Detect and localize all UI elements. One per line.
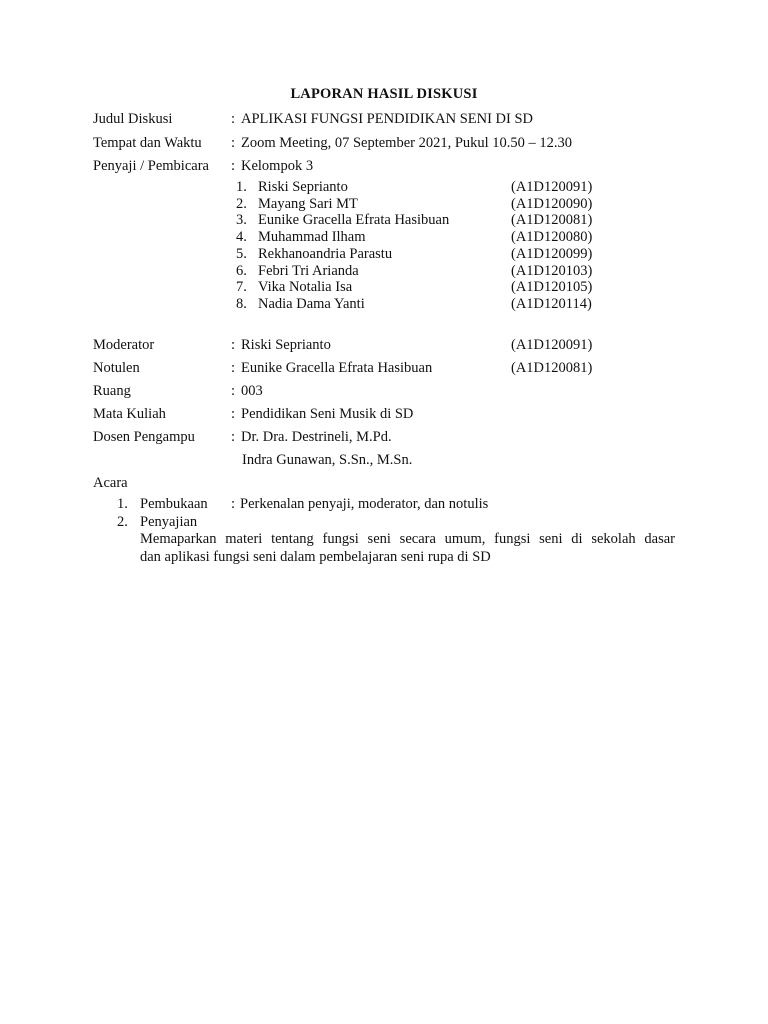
agenda-colon: :	[231, 496, 236, 512]
agenda-label: Acara	[93, 475, 128, 491]
field-label: Penyaji / Pembicara	[93, 158, 209, 174]
field-nim: (A1D120081)	[511, 360, 593, 376]
field-value: Kelompok 3	[241, 158, 314, 174]
member-id: (A1D120099)	[511, 246, 593, 262]
field-value: Riski Seprianto	[241, 337, 331, 353]
agenda-paragraph	[140, 530, 675, 566]
agenda-number: 2.	[117, 514, 128, 530]
member-number: 1.	[236, 179, 247, 195]
member-row	[236, 212, 616, 229]
field-value: 003	[241, 383, 263, 399]
member-row	[236, 179, 616, 196]
field-colon: :	[231, 383, 236, 399]
member-row	[236, 196, 616, 213]
field-colon: :	[231, 135, 236, 151]
member-name: Mayang Sari MT	[258, 196, 358, 212]
field-value: Indra Gunawan, S.Sn., M.Sn.	[242, 452, 413, 468]
field-colon: :	[231, 158, 236, 174]
document-title: LAPORAN HASIL DISKUSI	[290, 86, 478, 102]
field-value: Pendidikan Seni Musik di SD	[241, 406, 414, 422]
field-colon: :	[231, 337, 236, 353]
member-number: 4.	[236, 229, 247, 245]
member-name: Nadia Dama Yanti	[258, 296, 365, 312]
member-id: (A1D120114)	[511, 296, 592, 312]
member-number: 3.	[236, 212, 247, 228]
member-number: 6.	[236, 263, 247, 279]
member-row	[236, 279, 616, 296]
member-number: 2.	[236, 196, 247, 212]
member-name: Eunike Gracella Efrata Hasibuan	[258, 212, 450, 228]
member-name: Muhammad Ilham	[258, 229, 366, 245]
field-label: Moderator	[93, 337, 155, 353]
agenda-name: Penyajian	[140, 514, 198, 530]
member-name: Rekhanoandria Parastu	[258, 246, 393, 262]
member-row	[236, 263, 616, 280]
field-label: Tempat dan Waktu	[93, 135, 202, 151]
agenda-name: Pembukaan	[140, 496, 208, 512]
member-number: 8.	[236, 296, 247, 312]
field-nim: (A1D120091)	[511, 337, 593, 353]
field-label: Judul Diskusi	[93, 111, 173, 127]
member-name: Riski Seprianto	[258, 179, 348, 195]
field-value: Eunike Gracella Efrata Hasibuan	[241, 360, 433, 376]
member-id: (A1D120091)	[511, 179, 593, 195]
field-value: APLIKASI FUNGSI PENDIDIKAN SENI DI SD	[241, 111, 534, 127]
member-id: (A1D120090)	[511, 196, 593, 212]
member-row	[236, 296, 616, 313]
field-label: Notulen	[93, 360, 140, 376]
agenda-desc: Perkenalan penyaji, moderator, dan notulis	[240, 496, 489, 512]
member-number: 5.	[236, 246, 247, 262]
member-number: 7.	[236, 279, 247, 295]
field-colon: :	[231, 406, 236, 422]
field-label: Ruang	[93, 383, 131, 399]
member-id: (A1D120105)	[511, 279, 593, 295]
member-id: (A1D120103)	[511, 263, 593, 279]
member-row	[236, 246, 616, 263]
member-name: Febri Tri Arianda	[258, 263, 359, 279]
field-value: Dr. Dra. Destrineli, M.Pd.	[241, 429, 392, 445]
field-label: Dosen Pengampu	[93, 429, 195, 445]
field-label: Mata Kuliah	[93, 406, 166, 422]
member-id: (A1D120080)	[511, 229, 593, 245]
member-row	[236, 229, 616, 246]
agenda-paragraph-line: dan aplikasi fungsi seni dalam pembelajaran seni rupa di SD	[140, 549, 491, 565]
field-colon: :	[231, 111, 236, 127]
field-colon: :	[231, 429, 236, 445]
member-name: Vika Notalia Isa	[258, 279, 353, 295]
member-id: (A1D120081)	[511, 212, 593, 228]
field-colon: :	[231, 360, 236, 376]
field-value: Zoom Meeting, 07 September 2021, Pukul 10.50 – 12.30	[241, 135, 573, 151]
agenda-number: 1.	[117, 496, 128, 512]
agenda-paragraph-line: Memaparkan materi tentang fungsi seni secara umum, fungsi seni di sekolah dasar	[140, 531, 675, 547]
